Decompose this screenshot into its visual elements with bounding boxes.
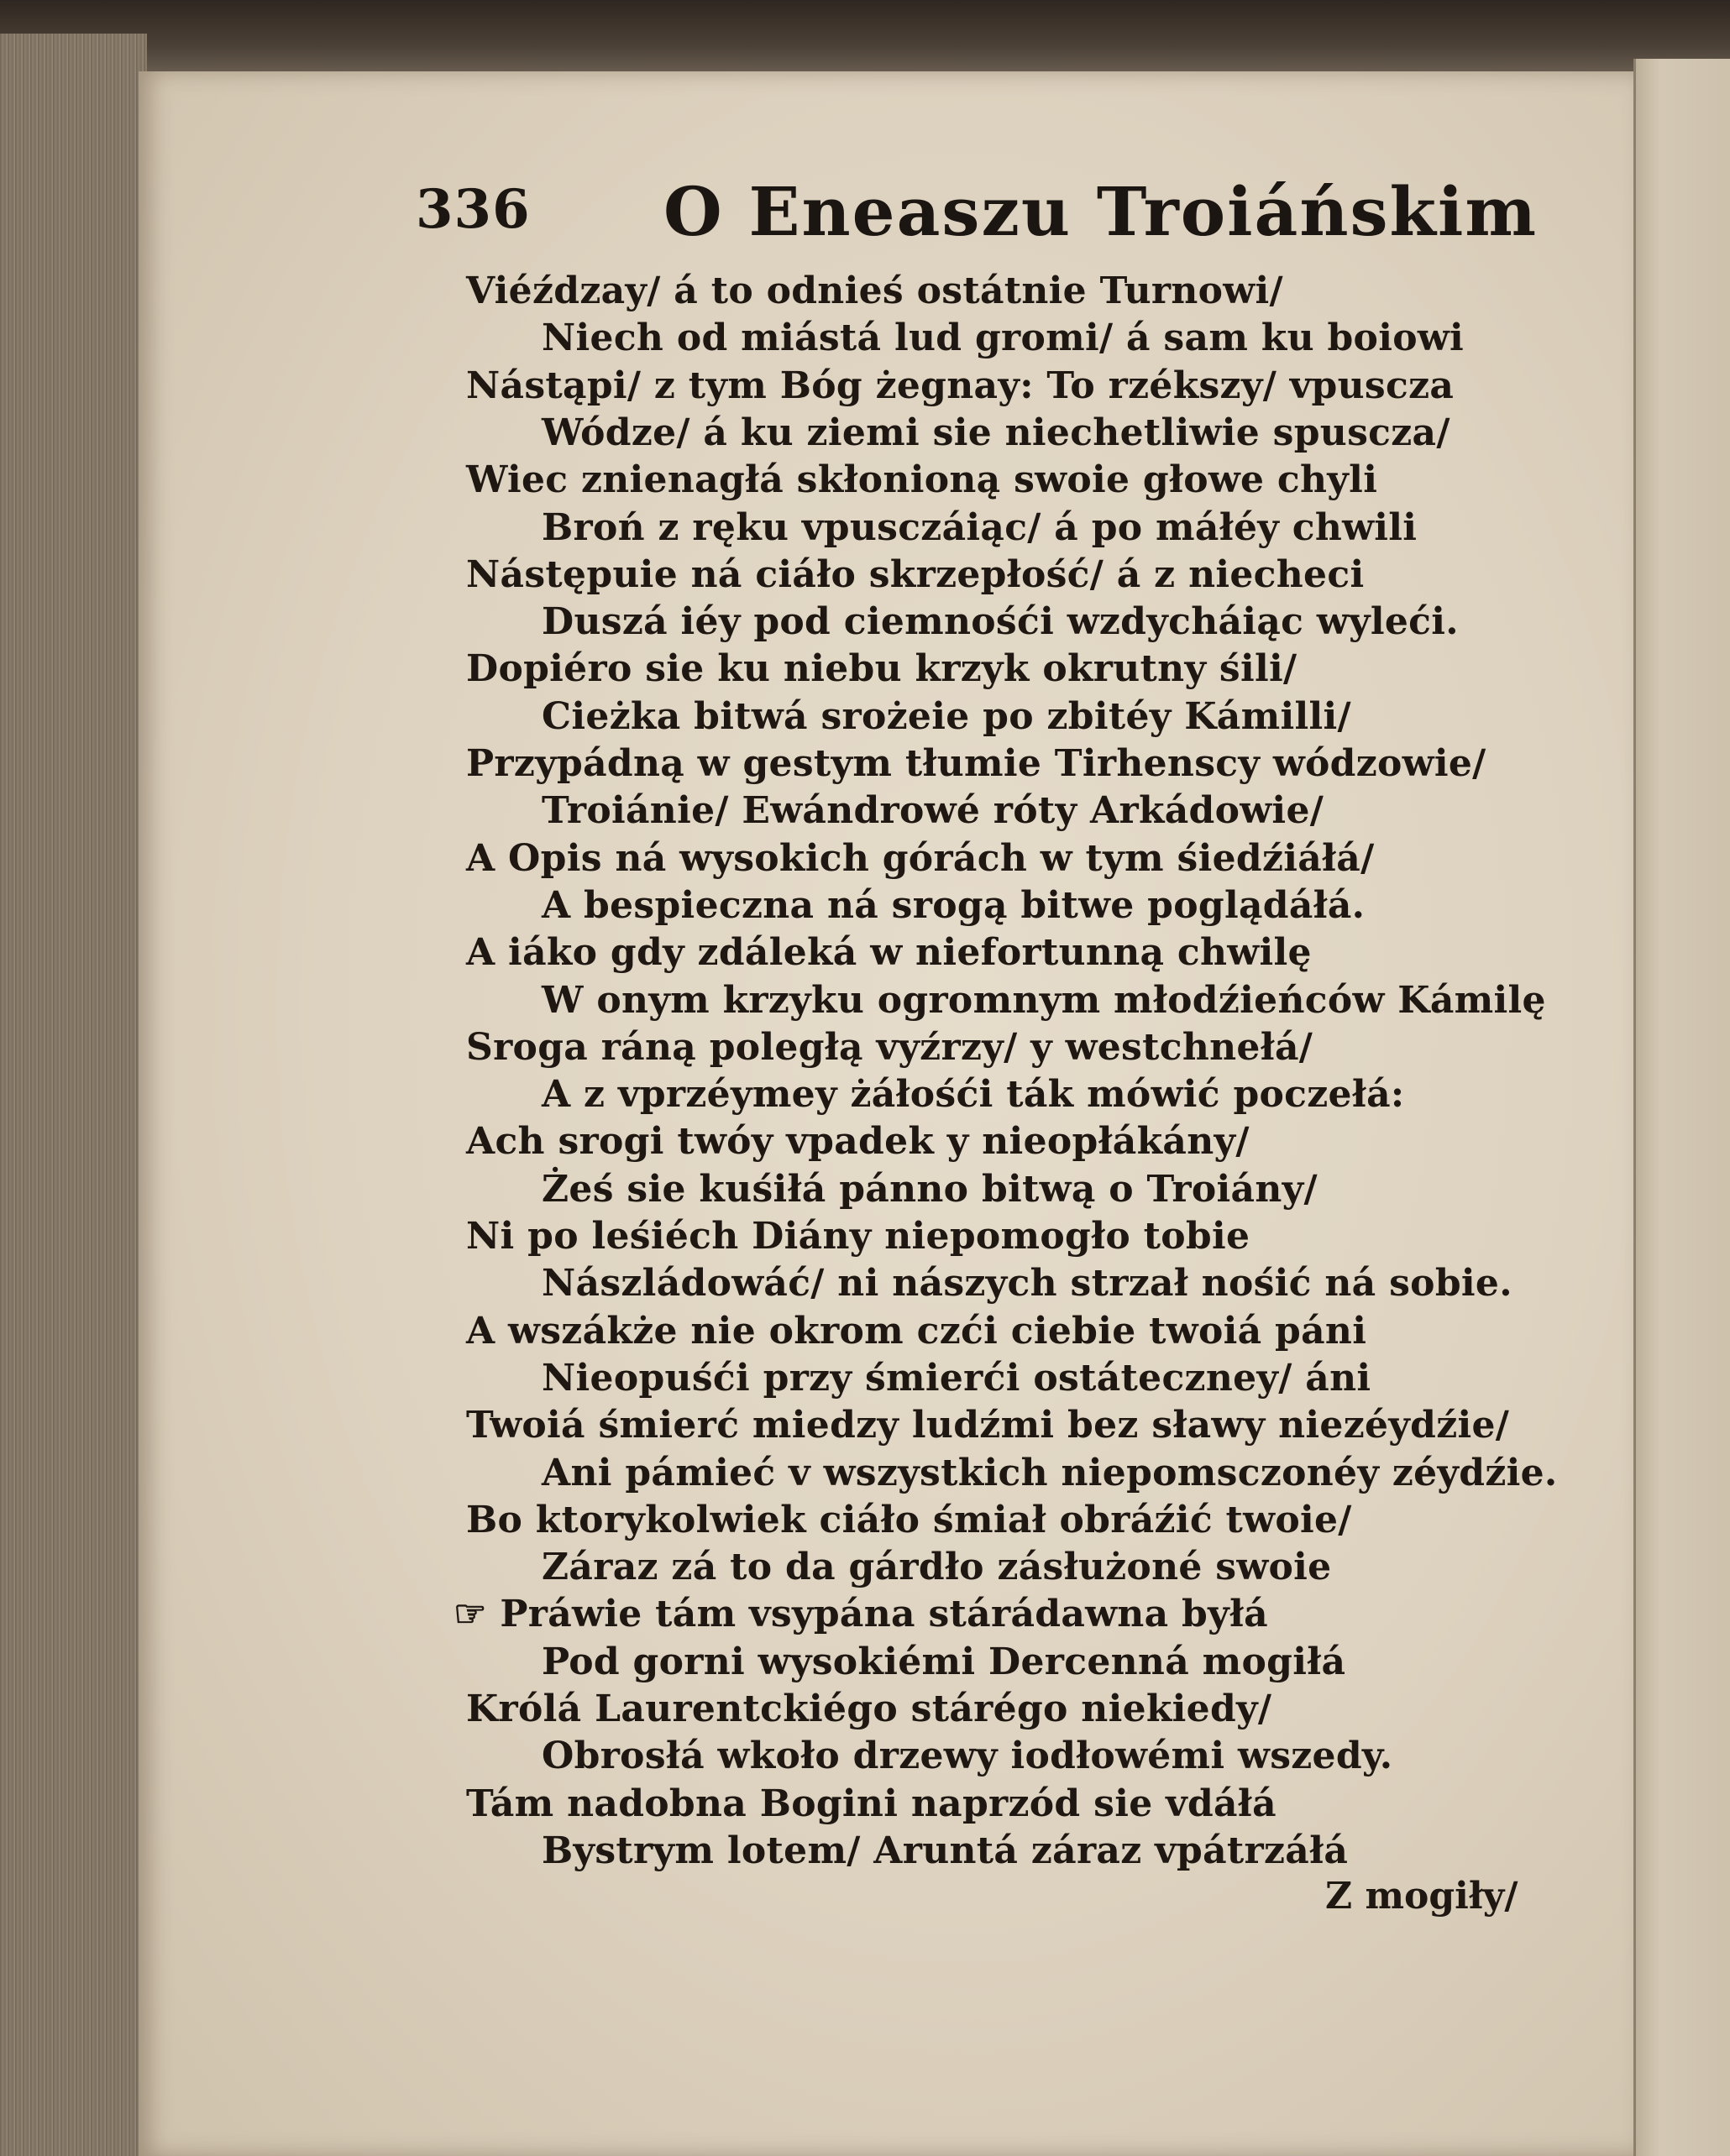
verse-line: Żeś sie kuśiłá pánno bitwą o Troiány/	[542, 1167, 1318, 1211]
verse-line: Pod gorni wysokiémi Dercenná mogiłá	[542, 1640, 1346, 1683]
verse-line: Niech od miástá lud gromi/ á sam ku boiowi	[542, 317, 1465, 360]
verse-line: W onym krzyku ogromnym młodźieńców Kámilę	[542, 978, 1546, 1022]
verse-line: Duszá iéy pod ciemnośći wzdycháiąc wyleći.	[542, 600, 1459, 644]
verse-line: Wiec znienagłá skłonioną swoie głowe chyli	[466, 458, 1378, 502]
verse-line: Obrosłá wkoło drzewy iodłowémi wszedy.	[542, 1735, 1393, 1778]
verse-line: Broń z ręku vpusczáiąc/ á po máłéy chwili	[542, 505, 1418, 549]
verse-line: A bespieczna ná srogą bitwe poglądáłá.	[542, 883, 1366, 927]
catchword: Z mogiły/	[1325, 1875, 1518, 1918]
verse-line: Nástąpi/ z tym Bóg żegnay: To rzékszy/ vpuscza	[466, 364, 1455, 407]
verse-line: Bo ktorykolwiek ciáło śmiał obráźić twoie/	[466, 1498, 1352, 1541]
verse-line: Viéźdzay/ á to odnieś ostátnie Turnowi/	[466, 270, 1283, 312]
verse-line: Tám nadobna Bogini naprzód sie vdáłá	[466, 1782, 1277, 1825]
verse-line: Sroga ráną poległą vyźrzy/ y westchnełá/	[466, 1025, 1313, 1069]
verse-line: Ani pámieć v wszystkich niepomsczonéy zéydźie.	[542, 1451, 1558, 1494]
verse-line: Troiánie/ Ewándrowé róty Arkádowie/	[542, 789, 1324, 833]
verse-line: Twoiá śmierć miedzy ludźmi bez sławy niezéydźie/	[466, 1404, 1510, 1447]
verse-line: A Opis ná wysokich górách w tym śiedźiáłá/	[466, 836, 1375, 880]
verse-line: Cieżka bitwá srożeie po zbitéy Kámilli/	[542, 694, 1351, 738]
verse-line: Nástępuie ná ciáło skrzepłość/ á z niecheci	[466, 552, 1365, 596]
verse-line: Królá Laurentckiégo stárégo niekiedy/	[466, 1688, 1272, 1730]
verse-line: Ni po leśiéch Diány niepomogło tobie	[466, 1215, 1250, 1258]
verse-line: Záraz zá to da gárdło zásłużoné swoie	[542, 1546, 1332, 1589]
verse-line: ☞ Práwie tám vsypána stárádawna byłá	[453, 1593, 1268, 1636]
page-number: 336	[416, 178, 531, 241]
running-head: O Eneaszu Troiáńskim	[663, 172, 1539, 251]
verse-line: Ach srogi twóy vpadek y nieopłákány/	[466, 1120, 1250, 1164]
verse-line: A z vprzéymey żáłośći ták mówić poczełá:	[542, 1073, 1405, 1117]
verse-line: Dopiéro sie ku niebu krzyk okrutny śili/	[466, 647, 1298, 691]
verse-line: A wszákże nie okrom czći ciebie twoiá páni	[466, 1309, 1367, 1353]
verse-line: Wódze/ á ku ziemi sie niechetliwie spuscza/	[542, 411, 1450, 454]
verse-line: A iáko gdy zdáleká w niefortunną chwilę	[466, 931, 1312, 975]
verse-line: Nászládowáć/ ni nászych strzał nośić ná sobie.	[542, 1262, 1512, 1306]
verse-line: Przypádną w gestym tłumie Tirhenscy wódzowie/	[466, 742, 1486, 785]
verse-line: Bystrym lotem/ Aruntá záraz vpátrzáłá	[542, 1829, 1349, 1872]
verse-line: Nieopuśći przy śmierći ostáteczney/ áni	[542, 1356, 1371, 1400]
